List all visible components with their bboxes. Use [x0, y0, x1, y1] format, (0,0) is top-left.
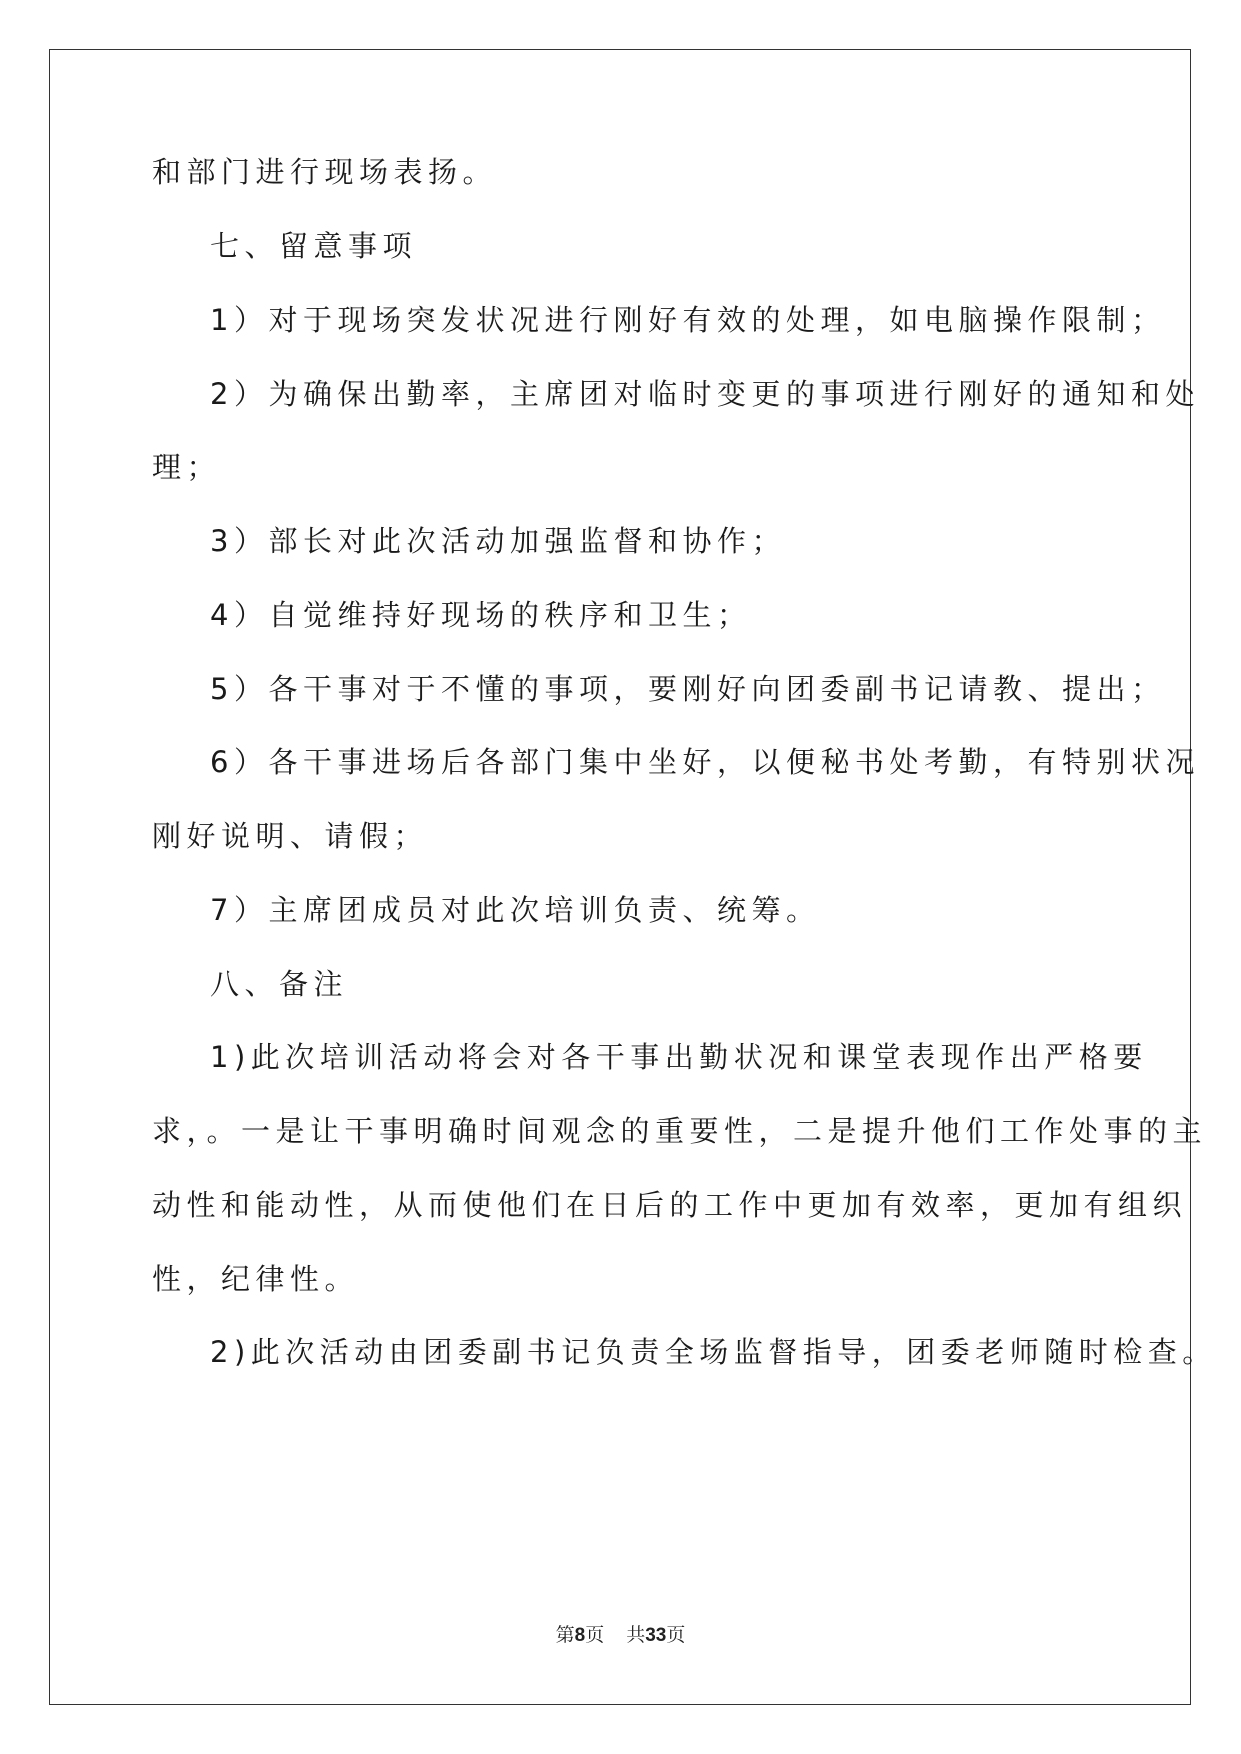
page-number: 8	[574, 1625, 586, 1646]
list-item-continuation: 理；	[152, 450, 222, 484]
list-item: 4）自觉维持好现场的秩序和卫生；	[210, 598, 752, 632]
list-item: 6）各干事进场后各部门集中坐好，以便秘书处考勤，有特别状况	[210, 745, 1200, 779]
list-item: 1)此次培训活动将会对各干事出勤状况和课堂表现作出严格要	[210, 1040, 1148, 1074]
list-item-continuation: 性，纪律性。	[152, 1262, 360, 1296]
section-heading: 八、备注	[210, 967, 349, 1001]
page-border	[49, 49, 1191, 1705]
list-item: 7）主席团成员对此次培训负责、统筹。	[210, 893, 821, 927]
list-item-continuation: 刚好说明、请假；	[152, 819, 429, 853]
total-pages: 33	[645, 1625, 667, 1646]
list-item: 3）部长对此次活动加强监督和协作；	[210, 524, 786, 558]
list-item: 2）为确保出勤率，主席团对临时变更的事项进行刚好的通知和处	[210, 377, 1200, 411]
list-item-continuation: 动性和能动性，从而使他们在日后的工作中更加有效率，更加有组织	[152, 1188, 1188, 1222]
total-prefix: 共	[626, 1624, 646, 1646]
total-suffix: 页	[666, 1624, 686, 1646]
page-prefix: 第	[555, 1624, 575, 1646]
section-heading: 七、留意事项	[210, 229, 418, 263]
list-item: 5）各干事对于不懂的事项，要刚好向团委副书记请教、提出；	[210, 672, 1166, 706]
list-item: 2)此次活动由团委副书记负责全场监督指导，团委老师随时检查。	[210, 1335, 1217, 1369]
paragraph-line: 和部门进行现场表扬。	[152, 155, 498, 189]
list-item-continuation: 求，。一是让干事明确时间观念的重要性，二是提升他们工作处事的主	[152, 1114, 1208, 1148]
page-footer	[0, 1620, 1241, 1647]
page-suffix: 页	[585, 1624, 605, 1646]
list-item: 1）对于现场突发状况进行刚好有效的处理，如电脑操作限制；	[210, 303, 1166, 337]
